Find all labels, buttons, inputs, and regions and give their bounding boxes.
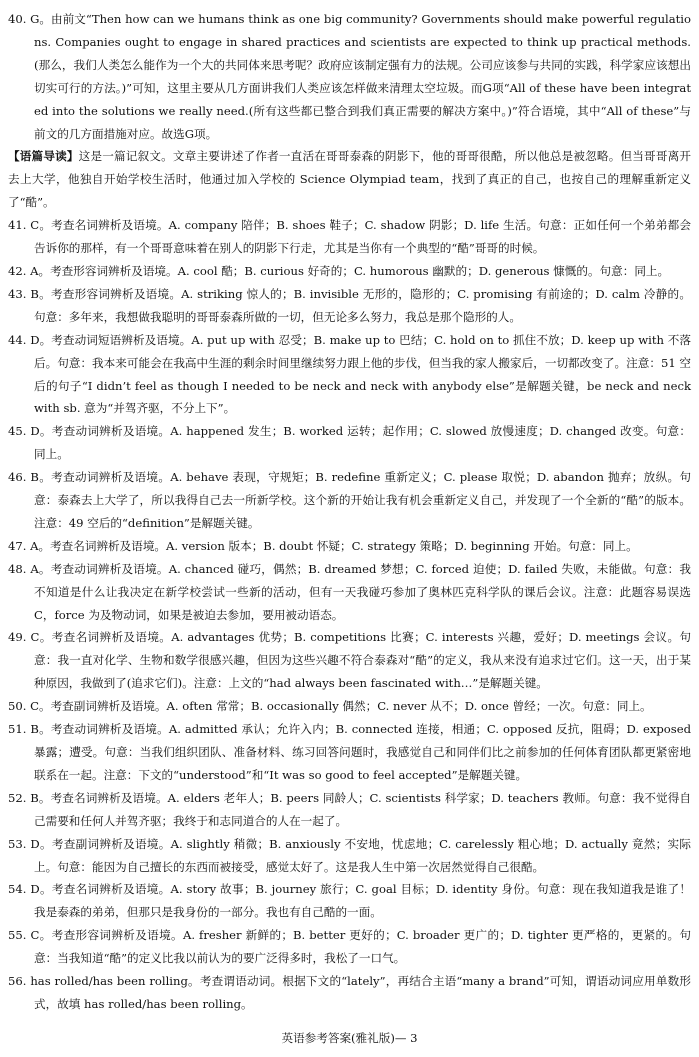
answer-item-49: 49. C。考查名词辨析及语境。A. advantages 优势；B. competitions 比赛；C. interests 兴趣，爱好；D. meetings 会议。句意：我一直对化学、生物和数学很感兴趣，但因为这些兴趣不符合泰森对“酷”的定义，我从来没有追求过它们。这一天，出于某种原因，我做到了(追求它们)。注意：上文的“had always been fascinated with…”是解题关键。 [8, 630, 691, 691]
answer-item-42: 42. A。考查形容词辨析及语境。A. cool 酷；B. curious 好奇的；C. humorous 幽默的；D. generous 慷慨的。句意：同上。 [8, 263, 670, 278]
answer-item-46: 46. B。考查动词辨析及语境。A. behave 表现，守规矩；B. redefine 重新定义；C. please 取悦；D. abandon 抛弃；放纵。句意：泰森去上大学了，所以我得自己去一所新学校。这个新的开始让我有机会重新定义自己，并发现了一个全新的“酷”的版本。注意：49 空后的“definition”是解题关键。 [8, 470, 691, 530]
answer-item-56: 56. has rolled/has been rolling。考查谓语动词。根据下文的“lately”，再结合主语“many a brand”可知，谓语动词应用单数形式，故填 has rolled/has been rolling。 [8, 974, 691, 1011]
answer-item-54: 54. D。考查名词辨析及语境。A. story 故事；B. journey 旅行；C. goal 目标；D. identity 身份。句意：现在我知道我是谁了！我是泰森的弟弟，但那只是我身份的一部分。我也有自己酷的一面。 [8, 882, 691, 920]
answer-item-52: 52. B。考查名词辨析及语境。A. elders 老年人；B. peers 同龄人；C. scientists 科学家；D. teachers 教师。句意：我不觉得自己需要和任何人并驾齐驱；我终于和志同道合的人在一起了。 [8, 790, 691, 828]
answer-item-50: 50. C。考查副词辨析及语境。A. often 常常；B. occasionally 偶然；C. never 从不；D. once 曾经；一次。句意：同上。 [8, 699, 652, 714]
answer-content [8, 8, 691, 1016]
passage-guide [8, 145, 691, 214]
answer-item-48: 48. A。考查动词辨析及语境。A. chanced 碰巧，偶然；B. dreamed 梦想；C. forced 迫使；D. failed 失败，未能做。句意：我不知道是什么让我决定在新学校尝试一些新的活动，但有一天我碰巧参加了奥林匹克科学队的课后会议。注意：此题容易误选 C，force 为及物动词，如果是被迫去参加，要用被动语态。 [8, 561, 691, 622]
answer-item-55: 55. C。考查形容词辨析及语境。A. fresher 新鲜的；B. better 更好的；C. broader 更广的；D. tighter 更严格的，更紧的。句意：当我知道“酷”的定义比我以前认为的要广泛得多时，我松了一口气。 [8, 928, 691, 966]
passage-guide-text: 这是一篇记叙文。文章主要讲述了作者一直活在哥哥泰森的阴影下，他的哥哥很酷，所以他总是被忽略。但当哥哥离开去上大学，他独自开始学校生活时，他通过加入学校的 Science Olympiad team，找到了真正的自己，也按自己的理解重新定义了“酷”。 [8, 149, 691, 210]
answer-item-41: 41. C。考查名词辨析及语境。A. company 陪伴；B. shoes 鞋子；C. shadow 阴影；D. life 生活。句意：正如任何一个弟弟都会告诉你的那样，有一个哥哥意味着在别人的阴影下行走，尤其是当你有一个典型的“酷”哥哥的时候。 [8, 218, 691, 256]
page-footer: 英语参考答案(雅礼版)— 3 [281, 1031, 418, 1045]
answer-item-44: 44. D。考查动词短语辨析及语境。A. put up with 忍受；B. make up to 巴结；C. hold on to 抓住不放；D. keep up with 不落后。句意：我本来可能会在我高中生涯的剩余时间里继续努力跟上他的步伐，但当我的家人搬家后，一切都改变了。注意：51 空后的句子“I didn’t feel as though I needed to be neck and neck with anybody else”是解题关键，be neck and neck with sb. 意为“并驾齐驱，不分上下”。 [8, 332, 691, 416]
answer-item-45: 45. D。考查动词辨析及语境。A. happened 发生；B. worked 运转；起作用；C. slowed 放慢速度；D. changed 改变。句意：同上。 [8, 424, 691, 462]
answer-item-51: 51. B。考查动词辨析及语境。A. admitted 承认；允许入内；B. connected 连接，相通；C. opposed 反抗，阻碍；D. exposed 暴露；遭受。句意：当我们组织团队、准备材料、练习回答问题时，我感觉自己和同伴们比之前参加的任何体育团队都更紧密地联系在一起。注意：下文的“understood”和“It was so good to feel accepted”是解题关键。 [8, 722, 691, 782]
answer-item-47: 47. A。考查名词辨析及语境。A. version 版本；B. doubt 怀疑；C. strategy 策略；D. beginning 开始。句意：同上。 [8, 538, 638, 553]
answer-item-53: 53. D。考查副词辨析及语境。A. slightly 稍微；B. anxiously 不安地，忧虑地；C. carelessly 粗心地；D. actually 竟然；实际上。句意：能因为自己擅长的东西而被接受，感觉太好了。这是我人生中第一次居然觉得自己很酷。 [8, 836, 691, 874]
answer-item-43: 43. B。考查形容词辨析及语境。A. striking 惊人的；B. invisible 无形的，隐形的；C. promising 有前途的；D. calm 冷静的。句意：多年来，我想做我聪明的哥哥泰森所做的一切，但无论多么努力，我总是那个隐形的人。 [8, 286, 691, 324]
answer-item-40: 40. G。由前文“Then how can we humans think as one big community? Governments should make powerful regulations. Companies ought to engage in shared practices and scientists are expected to think up practical methods.(那么，我们人类怎么能作为一个大的共同体来思考呢？政府应该制定强有力的法规。公司应该参与共同的实践，科学家应该想出切实可行的方法。)”可知，这里主要从几方面讲我们人类应该怎样做来清理太空垃圾。而G项“All of these have been integrated into the solutions we really need.(所有这些都已整合到我们真正需要的解决方案中。)”符合语境，其中“All of these”与前文的几方面措施对应。故选G项。 [8, 12, 691, 141]
passage-guide-tag: 【语篇导读】 [8, 149, 79, 164]
